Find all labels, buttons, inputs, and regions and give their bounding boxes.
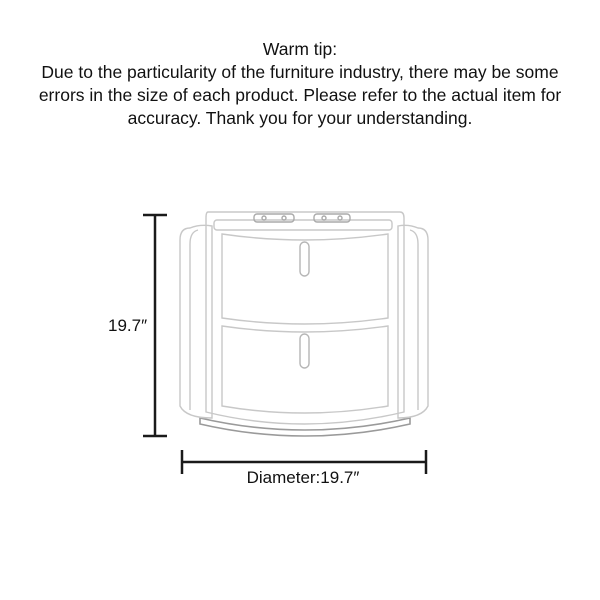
height-label: 19.7″ [108, 316, 148, 335]
tip-title: Warm tip: [262, 39, 338, 59]
diameter-label: Diameter:19.7″ [246, 468, 360, 487]
nightstand-sketch [180, 212, 428, 436]
tip-line-1: Due to the particularity of the furniture industry, there may be some [41, 62, 559, 82]
tip-line-3: accuracy. Thank you for your understanding. [127, 108, 473, 128]
tip-line-2: errors in the size of each product. Please refer to the actual item for [38, 85, 562, 105]
